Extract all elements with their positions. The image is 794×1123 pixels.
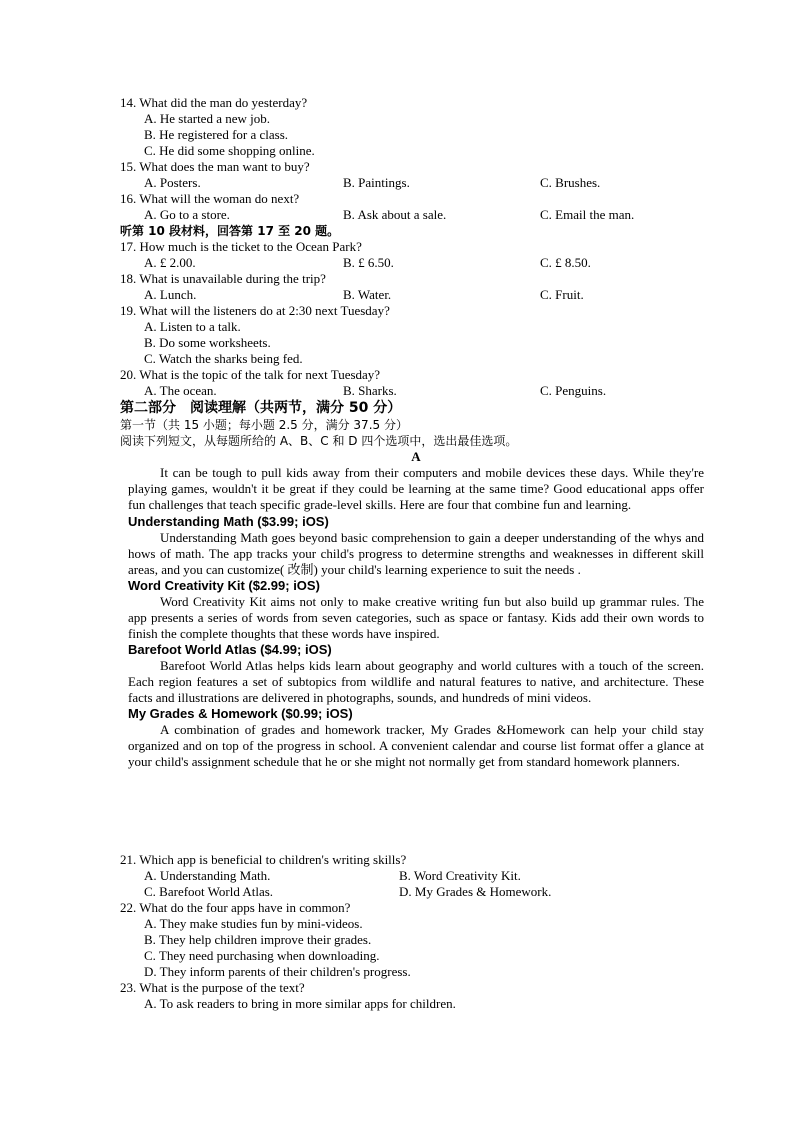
- question-19: 19. What will the listeners do at 2:30 next Tuesday?: [120, 303, 390, 318]
- q18-options: [120, 287, 710, 303]
- q19-option-b: B. Do some worksheets.: [144, 335, 271, 350]
- q14-option-b: B. He registered for a class.: [144, 127, 289, 142]
- q19-option-a: A. Listen to a talk.: [144, 319, 241, 334]
- app-title-barefoot-atlas: Barefoot World Atlas ($4.99; iOS): [128, 642, 332, 657]
- q21-options-row2: [120, 884, 710, 900]
- question-23: 23. What is the purpose of the text?: [120, 980, 305, 995]
- app-text-barefoot-atlas: Barefoot World Atlas helps kids learn about geography and world cultures with a touch of the screen. Each region features a set of subtopics from wildlife and natural features to native, and architecture. These facts and illustrations are delivered in photographs, sounds, and hundreds of mini videos.: [128, 658, 704, 705]
- q14-option-c: C. He did some shopping online.: [144, 143, 315, 158]
- q21-option-a: A. Understanding Math.: [144, 868, 271, 883]
- q20-option-c: C. Penguins.: [540, 383, 607, 398]
- passage-label: A: [411, 449, 421, 464]
- question-18: 18. What is unavailable during the trip?: [120, 271, 326, 286]
- q17-options: [120, 255, 710, 271]
- q17-option-c: C. £ 8.50.: [540, 255, 591, 270]
- q16-option-b: B. Ask about a sale.: [343, 207, 447, 222]
- q17-option-a: A. £ 2.00.: [144, 255, 196, 270]
- app-text-word-creativity: Word Creativity Kit aims not only to make creative writing fun but also build up grammar rules. The app presents a series of words from seven categories, such as space or fantasy. Kids add their own words to finish the complete thoughts that these words have inspired.: [128, 594, 704, 641]
- q14-option-a: A. He started a new job.: [144, 111, 270, 126]
- q21-options-row1: [120, 868, 710, 884]
- q18-option-b: B. Water.: [343, 287, 392, 302]
- question-14: 14. What did the man do yesterday?: [120, 95, 308, 110]
- passage-intro: It can be tough to pull kids away from their computers and mobile devices these days. While they're playing games, wouldn't it be great if they could be learning at the same time? Good educational apps offer fun challenges that teach specific grade-level skills. Here are four that combine fun and learning.: [128, 465, 704, 512]
- q15-options: [120, 175, 710, 191]
- passage-a: [128, 449, 704, 770]
- reading-questions: [120, 852, 710, 1012]
- q22-option-b: B. They help children improve their grades.: [144, 932, 372, 947]
- reading-instruction: 阅读下列短文，从每题所给的 A、B、C 和 D 四个选项中，选出最佳选项。: [120, 434, 518, 448]
- q21-option-c: C. Barefoot World Atlas.: [144, 884, 274, 899]
- question-21: 21. Which app is beneficial to children's writing skills?: [120, 852, 407, 867]
- question-22: 22. What do the four apps have in common?: [120, 900, 351, 915]
- app-text-my-grades: A combination of grades and homework tracker, My Grades &Homework can help your child stay organized and on top of the progress in school. A convenient calendar and course list format offer a glance at your child's assignment schedule that he or she might not normally get from standard homework planners.: [128, 722, 704, 769]
- q16-option-c: C. Email the man.: [540, 207, 635, 222]
- listening-section: [120, 95, 710, 399]
- question-20: 20. What is the topic of the talk for next Tuesday?: [120, 367, 381, 382]
- q22-option-a: A. They make studies fun by mini-videos.: [144, 916, 363, 931]
- q16-option-a: A. Go to a store.: [144, 207, 230, 222]
- question-16: 16. What will the woman do next?: [120, 191, 300, 206]
- app-title-word-creativity: Word Creativity Kit ($2.99; iOS): [128, 578, 320, 593]
- q23-option-a: A. To ask readers to bring in more similar apps for children.: [144, 996, 456, 1011]
- app-text-understanding-math: Understanding Math goes beyond basic comprehension to gain a deeper understanding of the whys and hows of math. The app tracks your child's progress to determine strengths and weaknesses in different skill areas, and you can customize( 改制) your child's learning experience to suit the needs .: [128, 530, 704, 577]
- q15-option-b: B. Paintings.: [343, 175, 410, 190]
- q17-option-b: B. £ 6.50.: [343, 255, 394, 270]
- q15-option-c: C. Brushes.: [540, 175, 601, 190]
- q19-option-c: C. Watch the sharks being fed.: [144, 351, 303, 366]
- q18-option-c: C. Fruit.: [540, 287, 584, 302]
- q21-option-b: B. Word Creativity Kit.: [399, 868, 521, 883]
- material-10-heading: 听第 10 段材料，回答第 17 至 20 题。: [120, 224, 340, 238]
- q15-option-a: A. Posters.: [144, 175, 201, 190]
- q20-option-b: B. Sharks.: [343, 383, 397, 398]
- q16-options: [120, 207, 710, 223]
- q21-option-d: D. My Grades & Homework.: [399, 884, 552, 899]
- q18-option-a: A. Lunch.: [144, 287, 197, 302]
- reading-header: [120, 399, 710, 449]
- part-two-title: 第二部分 阅读理解（共两节，满分 50 分）: [120, 400, 402, 416]
- q22-option-c: C. They need purchasing when downloading.: [144, 948, 380, 963]
- app-title-my-grades: My Grades & Homework ($0.99; iOS): [128, 706, 353, 721]
- q20-option-a: A. The ocean.: [144, 383, 217, 398]
- app-title-understanding-math: Understanding Math ($3.99; iOS): [128, 514, 329, 529]
- q20-options: [120, 383, 710, 399]
- q22-option-d: D. They inform parents of their children's progress.: [144, 964, 411, 979]
- question-17: 17. How much is the ticket to the Ocean Park?: [120, 239, 362, 254]
- section-one-info: 第一节（共 15 小题；每小题 2.5 分，满分 37.5 分）: [120, 418, 408, 432]
- question-15: 15. What does the man want to buy?: [120, 159, 310, 174]
